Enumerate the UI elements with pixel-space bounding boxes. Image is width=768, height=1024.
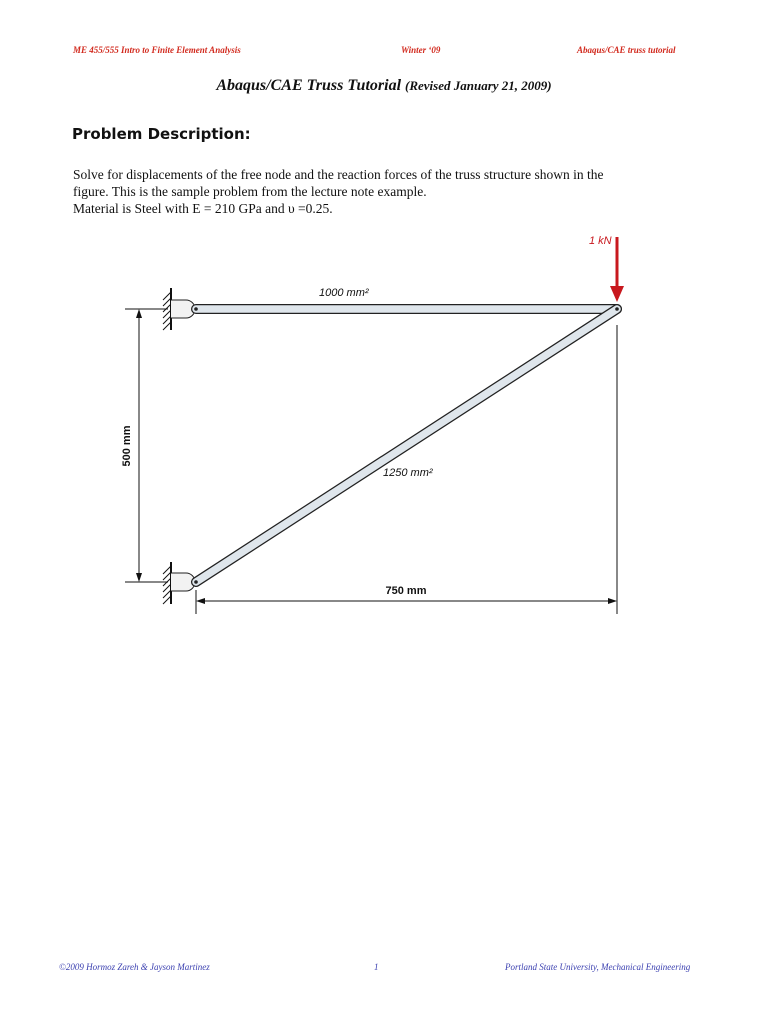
description-line-1: Solve for displacements of the free node and the reaction forces of the truss structure shown in the <box>73 167 604 182</box>
diagonal-member-area-label: 1250 mm² <box>383 467 433 479</box>
footer-institution: Portland State University, Mechanical Engineering <box>505 962 691 972</box>
header-doc: Abaqus/CAE truss tutorial <box>577 45 676 55</box>
top-member-area-label: 1000 mm² <box>319 287 369 299</box>
header-term: Winter ‘09 <box>401 45 441 55</box>
bottom-wall-support <box>163 562 195 604</box>
header-course: ME 455/555 Intro to Finite Element Analysis <box>73 45 241 55</box>
load-label: 1 kN <box>589 235 612 247</box>
free-node <box>615 307 619 311</box>
footer-page-number: 1 <box>374 962 379 972</box>
height-dimension-label: 500 mm <box>121 425 133 467</box>
description-line-2: figure. This is the sample problem from the lecture note example. <box>73 184 427 199</box>
diagonal-member <box>196 309 617 582</box>
description-line-3: Material is Steel with E = 210 GPa and υ =0.25. <box>73 201 333 216</box>
title-revised: (Revised January 21, 2009) <box>405 78 552 93</box>
title-main: Abaqus/CAE Truss Tutorial <box>216 77 402 94</box>
width-dimension-label: 750 mm <box>385 585 427 597</box>
load-arrow <box>610 237 624 302</box>
top-pin <box>194 307 198 311</box>
section-heading: Problem Description: <box>72 125 251 143</box>
footer-authors: ©2009 Hormoz Zareh & Jayson Martinez <box>59 962 210 972</box>
bottom-pin <box>194 580 198 584</box>
